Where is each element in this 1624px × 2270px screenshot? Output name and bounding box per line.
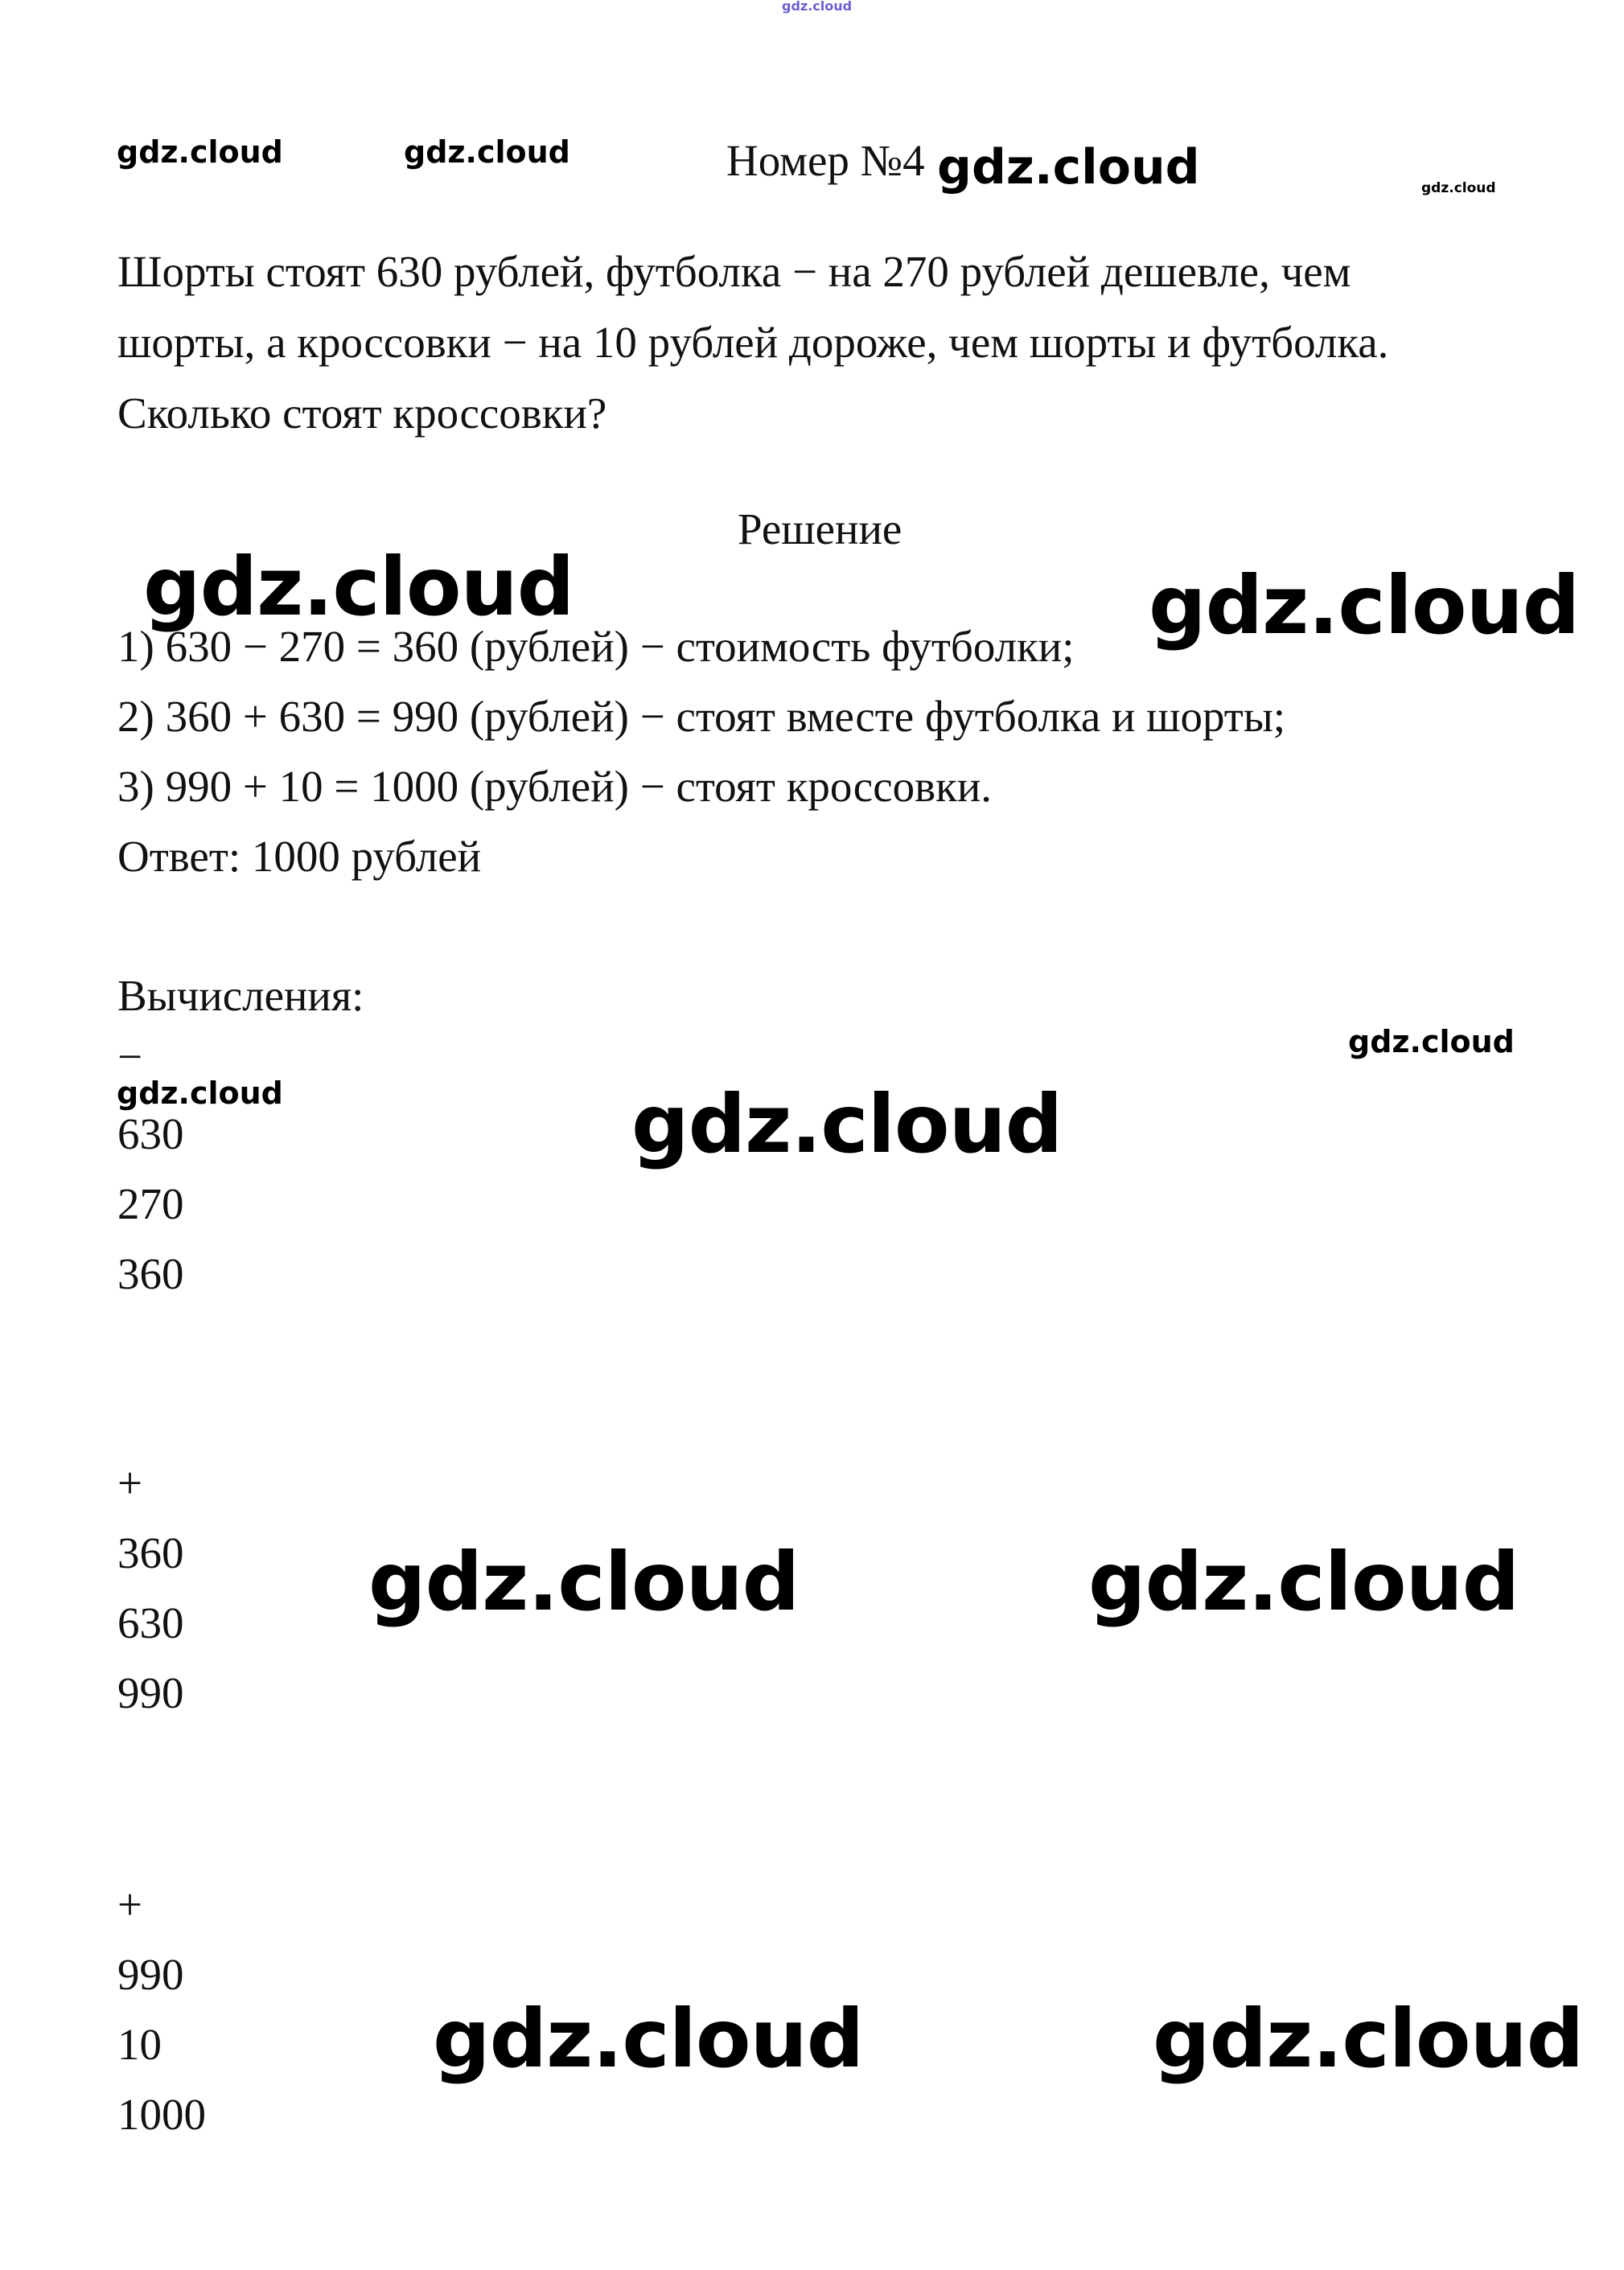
watermark-top: gdz.cloud <box>782 0 853 14</box>
page-title: Номер №4 <box>726 136 925 185</box>
watermark: gdz.cloud <box>631 1077 1063 1171</box>
watermark: gdz.cloud <box>1421 180 1496 196</box>
watermark: gdz.cloud <box>1088 1535 1519 1629</box>
calc-operand: 10 <box>117 2020 162 2069</box>
watermark: gdz.cloud <box>1149 558 1580 652</box>
calc-operator: + <box>117 1880 143 1929</box>
solution-heading: Решение <box>738 504 902 553</box>
problem-line: шорты, а кроссовки − на 10 рублей дороже, чем шорты и футболка. <box>117 318 1389 367</box>
calc-operand: 360 <box>117 1528 184 1577</box>
problem-line: Сколько стоят кроссовки? <box>117 389 607 438</box>
calc-result: 360 <box>117 1249 184 1298</box>
calc-operator: − <box>117 1032 143 1081</box>
calc-operand: 990 <box>117 1950 184 1999</box>
watermark: gdz.cloud <box>143 540 574 634</box>
watermark: gdz.cloud <box>368 1535 800 1629</box>
watermark: gdz.cloud <box>1348 1024 1515 1059</box>
solution-step: 3) 990 + 10 = 1000 (рублей) − стоят кроссовки. <box>117 762 993 811</box>
calc-operator: + <box>117 1458 143 1507</box>
watermark: gdz.cloud <box>433 1992 864 2086</box>
watermark: gdz.cloud <box>404 134 570 170</box>
calc-operand: 630 <box>117 1598 184 1647</box>
calc-result: 1000 <box>117 2090 206 2139</box>
watermark: gdz.cloud <box>1153 1992 1584 2086</box>
calc-result: 990 <box>117 1668 184 1717</box>
problem-line: Шорты стоят 630 рублей, футболка − на 270 рублей дешевле, чем <box>117 247 1351 296</box>
watermark: gdz.cloud <box>117 1075 283 1111</box>
answer: Ответ: 1000 рублей <box>117 832 482 881</box>
calculations-label: Вычисления: <box>117 971 364 1020</box>
watermark: gdz.cloud <box>117 134 283 170</box>
calc-operand: 270 <box>117 1179 184 1228</box>
solution-step: 1) 630 − 270 = 360 (рублей) − стоимость футболки; <box>117 622 1075 671</box>
solution-step: 2) 360 + 630 = 990 (рублей) − стоят вместе футболка и шорты; <box>117 692 1286 741</box>
calc-operand: 630 <box>117 1109 184 1158</box>
watermark: gdz.cloud <box>937 139 1200 195</box>
